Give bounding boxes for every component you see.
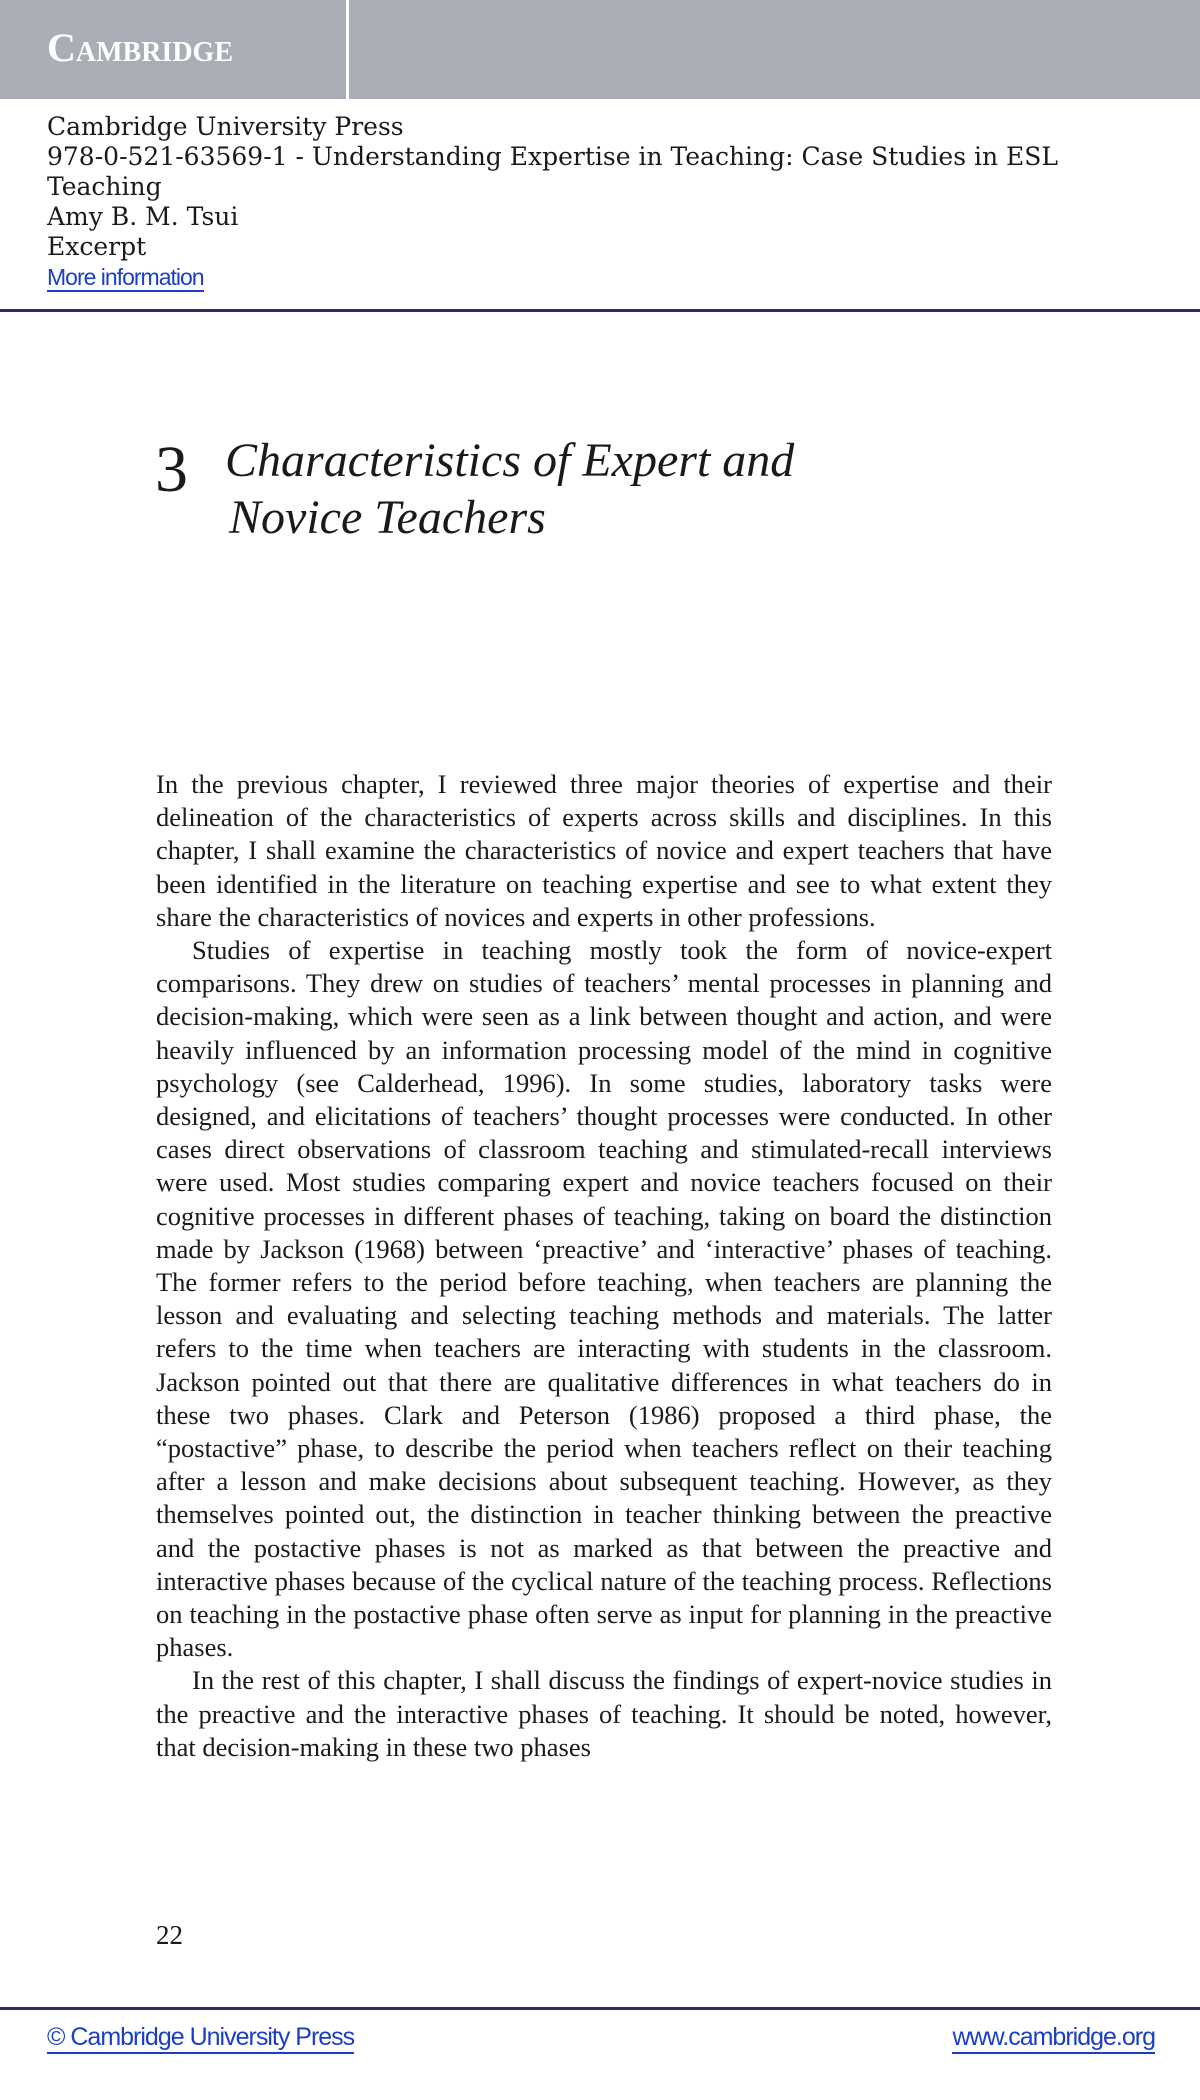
banner-divider xyxy=(346,0,349,99)
isbn-title-continued: Teaching xyxy=(47,172,162,201)
website-link[interactable]: www.cambridge.org xyxy=(952,2022,1155,2054)
publisher-banner xyxy=(0,0,1200,99)
publisher-name: Cambridge University Press xyxy=(47,112,404,141)
excerpt-label: Excerpt xyxy=(47,232,147,261)
more-information-link[interactable]: More information xyxy=(47,264,204,290)
chapter-title xyxy=(225,432,794,546)
book-metadata xyxy=(47,112,1058,292)
body-paragraph: In the rest of this chapter, I shall discuss the findings of expert-novice studies in the preactive and the interactive phases of teaching. It should be noted, however, that decision-making in these two phases xyxy=(156,1665,1052,1762)
header-rule xyxy=(0,309,1200,312)
body-paragraph: Studies of expertise in teaching mostly took the form of novice-expert comparisons. They drew on studies of teachers’ mental processes in planning and decision-making, which were seen as a link between thought and action, and were heavily influenced by an information processing model of the mind in cognitive psychology (see Calderhead, 1996). In some studies, laboratory tasks were designed, and elicitations of teachers’ thought processes were conducted. In other cases direct observations of classroom teaching and stimulated-recall interviews were used. Most studies comparing expert and novice teachers focused on their cognitive processes in different phases of teaching, taking on board the distinction made by Jackson (1968) between ‘preactive’ and ‘interactive’ phases of teaching. The former refers to the period before teaching, when teachers are planning the lesson and evaluating and selecting teaching methods and materials. The latter refers to the time when teachers are interacting with students in the classroom. Jackson pointed out that there are qualitative differences in what teachers do in these two phases. Clark and Peterson (1986) proposed a third phase, the “postactive” phase, to describe the period when teachers reflect on their teaching after a lesson and make decisions about subsequent teaching. However, as they themselves pointed out, the distinction in teacher thinking between the preactive and the postactive phases is not as marked as that between the preactive and interactive phases because of the cyclical nature of the teaching process. Reflections on teaching in the postactive phase often serve as input for planning in the preactive phases. xyxy=(156,935,1052,1663)
page-number: 22 xyxy=(156,1920,183,1950)
footer-rule xyxy=(0,2007,1200,2010)
copyright-link[interactable]: © Cambridge University Press xyxy=(47,2022,354,2054)
cambridge-logo[interactable]: Cambridge xyxy=(47,25,234,70)
author-name: Amy B. M. Tsui xyxy=(47,202,239,231)
chapter-body xyxy=(156,768,1052,1764)
chapter-number: 3 xyxy=(155,433,188,506)
body-paragraph: In the previous chapter, I reviewed three major theories of expertise and their delineation of the characteristics of experts across skills and disciplines. In this chapter, I shall examine the characteristics of novice and expert teachers that have been identified in the literature on teaching expertise and see to what extent they share the characteristics of novices and experts in other professions. xyxy=(156,769,1052,932)
isbn-title: 978-0-521-63569-1 - Understanding Expertise in Teaching: Case Studies in ESL xyxy=(47,142,1058,171)
chapter-title-line-2: Novice Teachers xyxy=(229,491,546,544)
chapter-title-line-1: Characteristics of Expert and xyxy=(225,434,795,487)
